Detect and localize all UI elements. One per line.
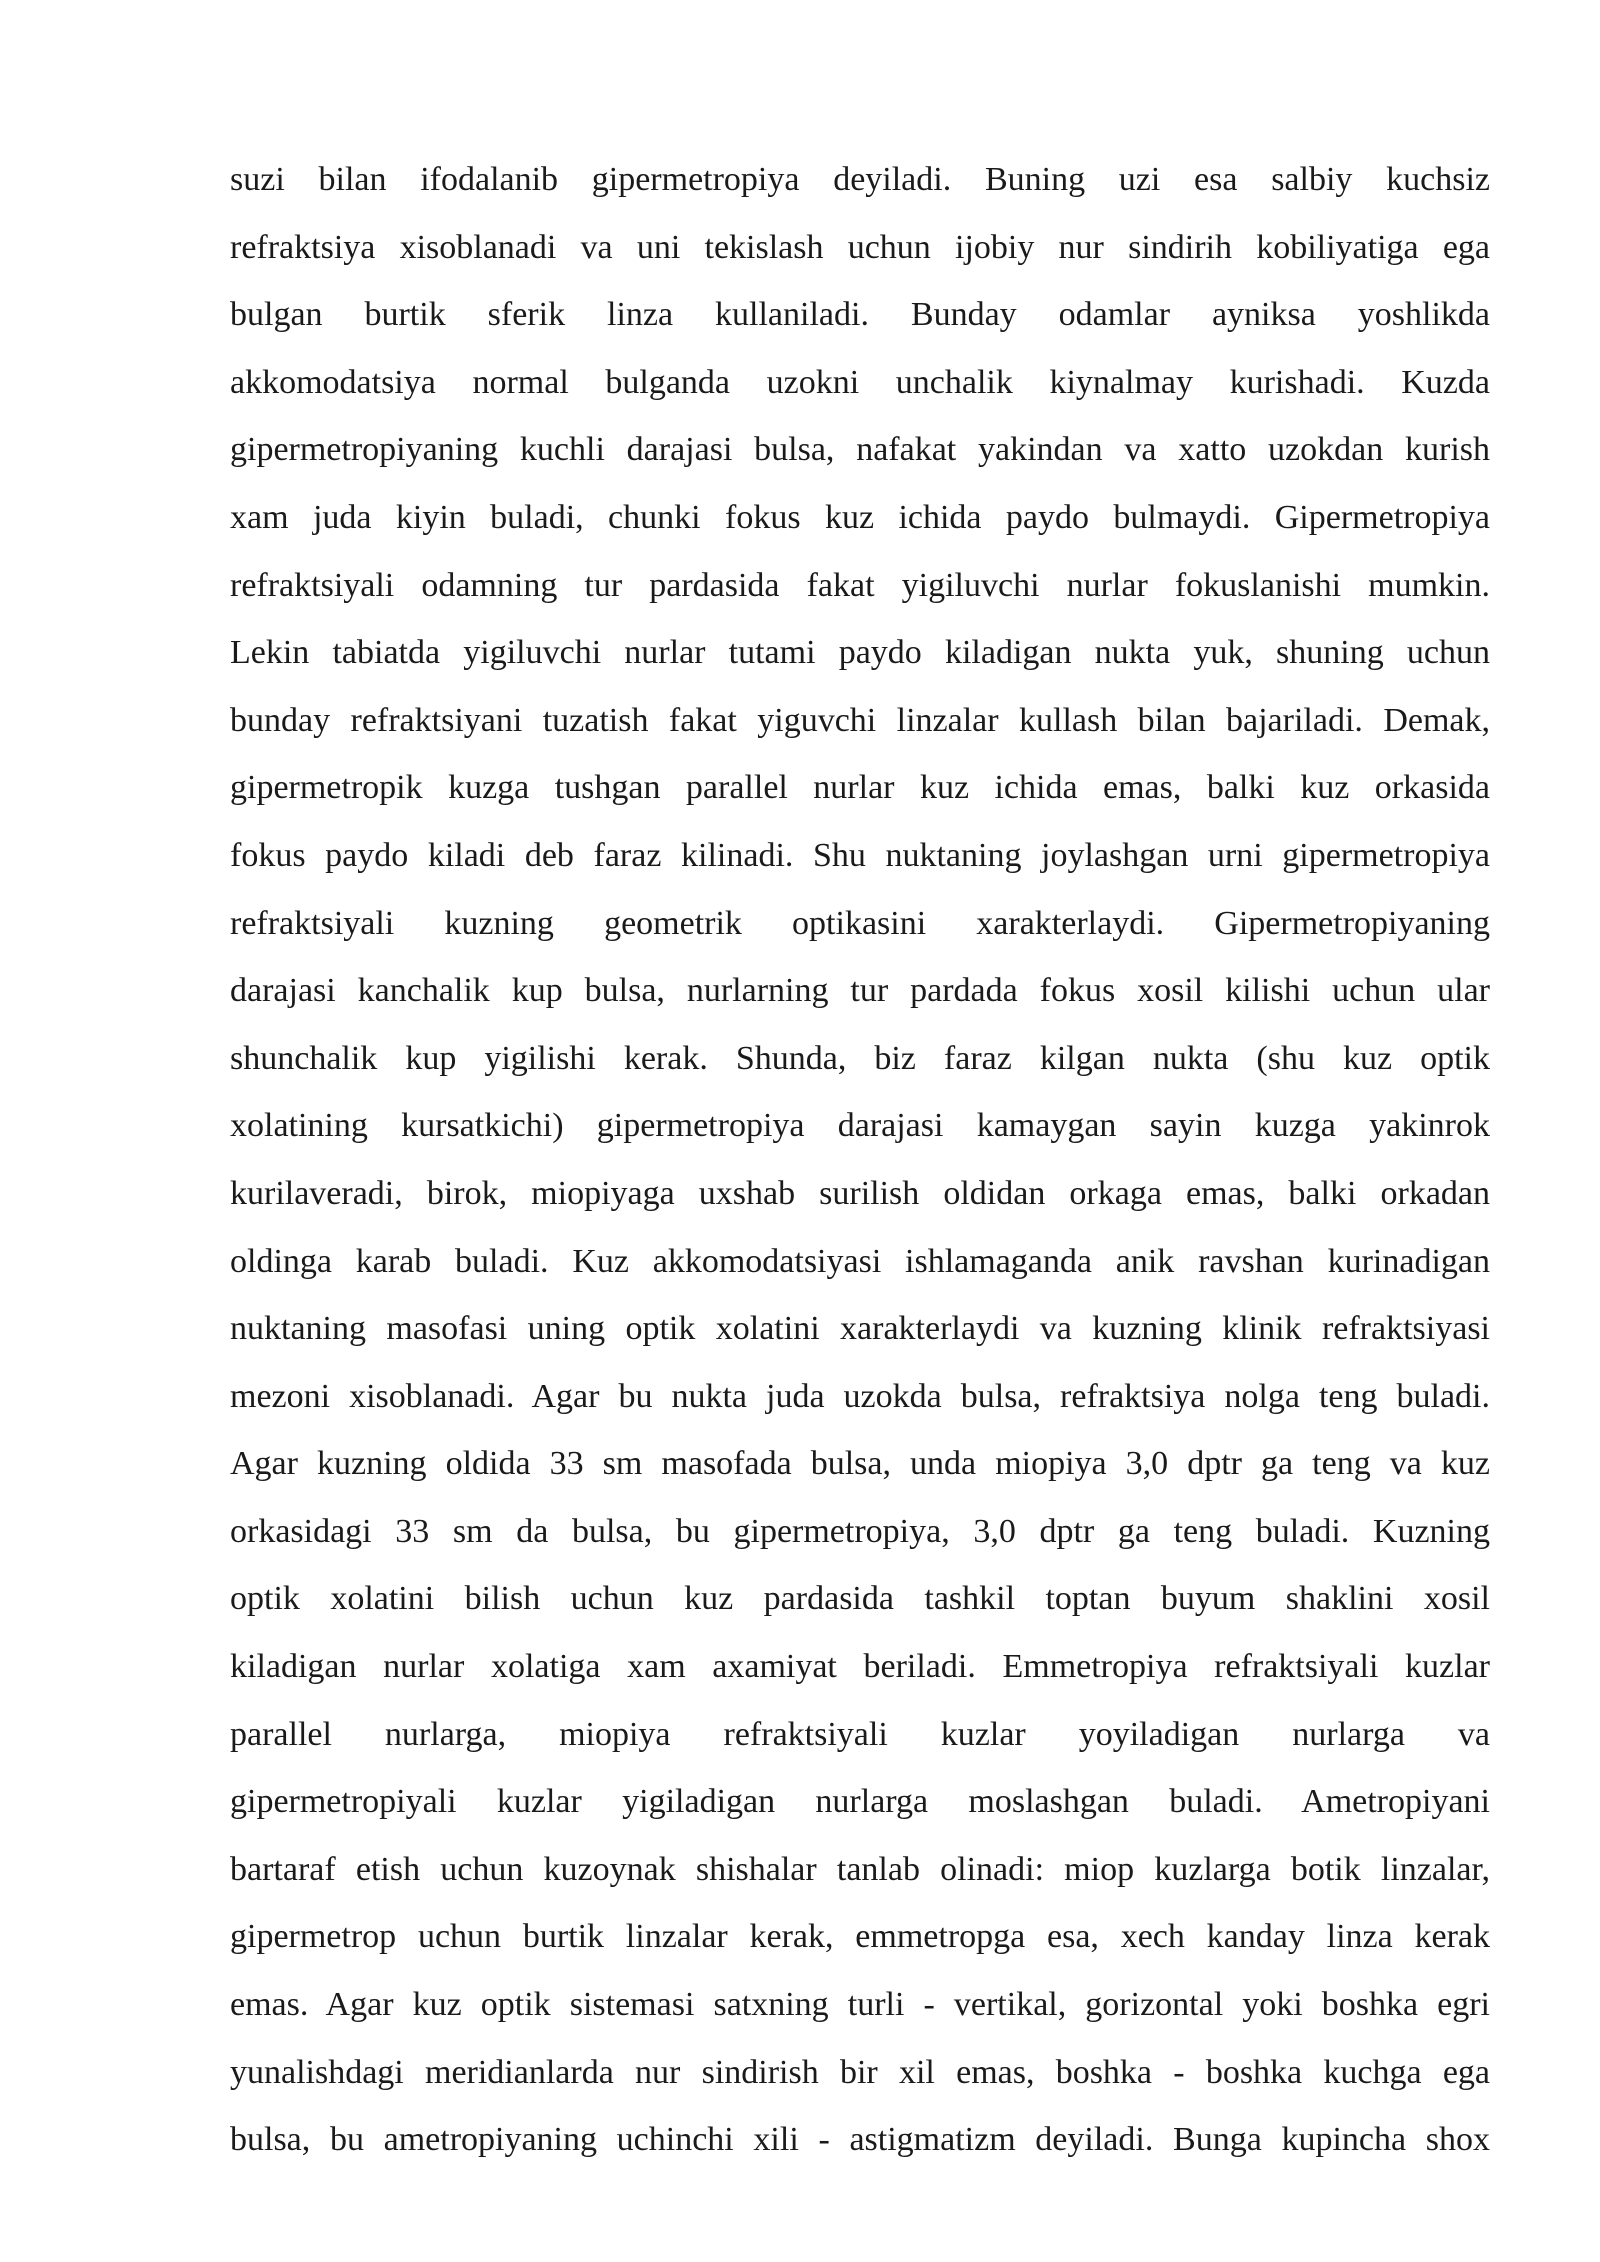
- text-line: oldinga karab buladi. Kuz akkomodatsiyasi ishlamaganda anik ravshan kurinadigan: [230, 1242, 1490, 1280]
- text-line: optik xolatini bilish uchun kuz pardasida tashkil toptan buyum shaklini xosil: [230, 1580, 1490, 1618]
- text-line: refraktsiyali kuzning geometrik optikasini xarakterlaydi. Gipermetropiyaning: [230, 904, 1490, 942]
- text-line: bulsa, bu ametropiyaning uchinchi xili - astigmatizm deyiladi. Bunga kupincha shox: [230, 2121, 1490, 2159]
- text-line: Agar kuzning oldida 33 sm masofada bulsa, unda miopiya 3,0 dptr ga teng va kuz: [230, 1445, 1490, 1483]
- text-line: darajasi kanchalik kup bulsa, nurlarning tur pardada fokus xosil kilishi uchun ular: [230, 972, 1490, 1010]
- text-line: kiladigan nurlar xolatiga xam axamiyat beriladi. Emmetropiya refraktsiyali kuzlar: [230, 1648, 1490, 1686]
- text-line: gipermetrop uchun burtik linzalar kerak, emmetropga esa, xech kanday linza kerak: [230, 1918, 1490, 1956]
- text-line: kurilaveradi, birok, miopiyaga uxshab surilish oldidan orkaga emas, balki orkadan: [230, 1174, 1490, 1212]
- body-paragraph: [230, 146, 1490, 2174]
- text-line: parallel nurlarga, miopiya refraktsiyali kuzlar yoyiladigan nurlarga va: [230, 1715, 1490, 1753]
- text-line: bulgan burtik sferik linza kullaniladi. Bunday odamlar ayniksa yoshlikda: [230, 296, 1490, 334]
- text-line: Lekin tabiatda yigiluvchi nurlar tutami paydo kiladigan nukta yuk, shuning uchun: [230, 634, 1490, 672]
- text-line: xolatining kursatkichi) gipermetropiya darajasi kamaygan sayin kuzga yakinrok: [230, 1107, 1490, 1145]
- text-line: gipermetropiyaning kuchli darajasi bulsa, nafakat yakindan va xatto uzokdan kurish: [230, 431, 1490, 469]
- text-line: refraktsiya xisoblanadi va uni tekislash uchun ijobiy nur sindirih kobiliyatiga ega: [230, 228, 1490, 266]
- text-line: xam juda kiyin buladi, chunki fokus kuz ichida paydo bulmaydi. Gipermetropiya: [230, 498, 1490, 536]
- text-line: refraktsiyali odamning tur pardasida fakat yigiluvchi nurlar fokuslanishi mumkin.: [230, 566, 1490, 604]
- text-line: fokus paydo kiladi deb faraz kilinadi. Shu nuktaning joylashgan urni gipermetropiya: [230, 836, 1490, 874]
- text-line: bartaraf etish uchun kuzoynak shishalar tanlab olinadi: miop kuzlarga botik linzalar,: [230, 1850, 1490, 1888]
- text-line: gipermetropik kuzga tushgan parallel nurlar kuz ichida emas, balki kuz orkasida: [230, 769, 1490, 807]
- text-line: shunchalik kup yigilishi kerak. Shunda, biz faraz kilgan nukta (shu kuz optik: [230, 1039, 1490, 1077]
- text-line: orkasidagi 33 sm da bulsa, bu gipermetropiya, 3,0 dptr ga teng buladi. Kuzning: [230, 1512, 1490, 1550]
- text-line: akkomodatsiya normal bulganda uzokni unchalik kiynalmay kurishadi. Kuzda: [230, 363, 1490, 401]
- text-line: suzi bilan ifodalanib gipermetropiya deyiladi. Buning uzi esa salbiy kuchsiz: [230, 161, 1490, 198]
- text-line: gipermetropiyali kuzlar yigiladigan nurlarga moslashgan buladi. Ametropiyani: [230, 1783, 1490, 1821]
- text-line: nuktaning masofasi uning optik xolatini xarakterlaydi va kuzning klinik refraktsiyasi: [230, 1310, 1490, 1348]
- text-line: emas. Agar kuz optik sistemasi satxning turli - vertikal, gorizontal yoki boshka egri: [230, 1986, 1490, 2024]
- text-line: yunalishdagi meridianlarda nur sindirish bir xil emas, boshka - boshka kuchga ega: [230, 2053, 1490, 2091]
- text-line: mezoni xisoblanadi. Agar bu nukta juda uzokda bulsa, refraktsiya nolga teng buladi.: [230, 1377, 1490, 1415]
- text-line: bunday refraktsiyani tuzatish fakat yiguvchi linzalar kullash bilan bajariladi. Demak,: [230, 701, 1490, 739]
